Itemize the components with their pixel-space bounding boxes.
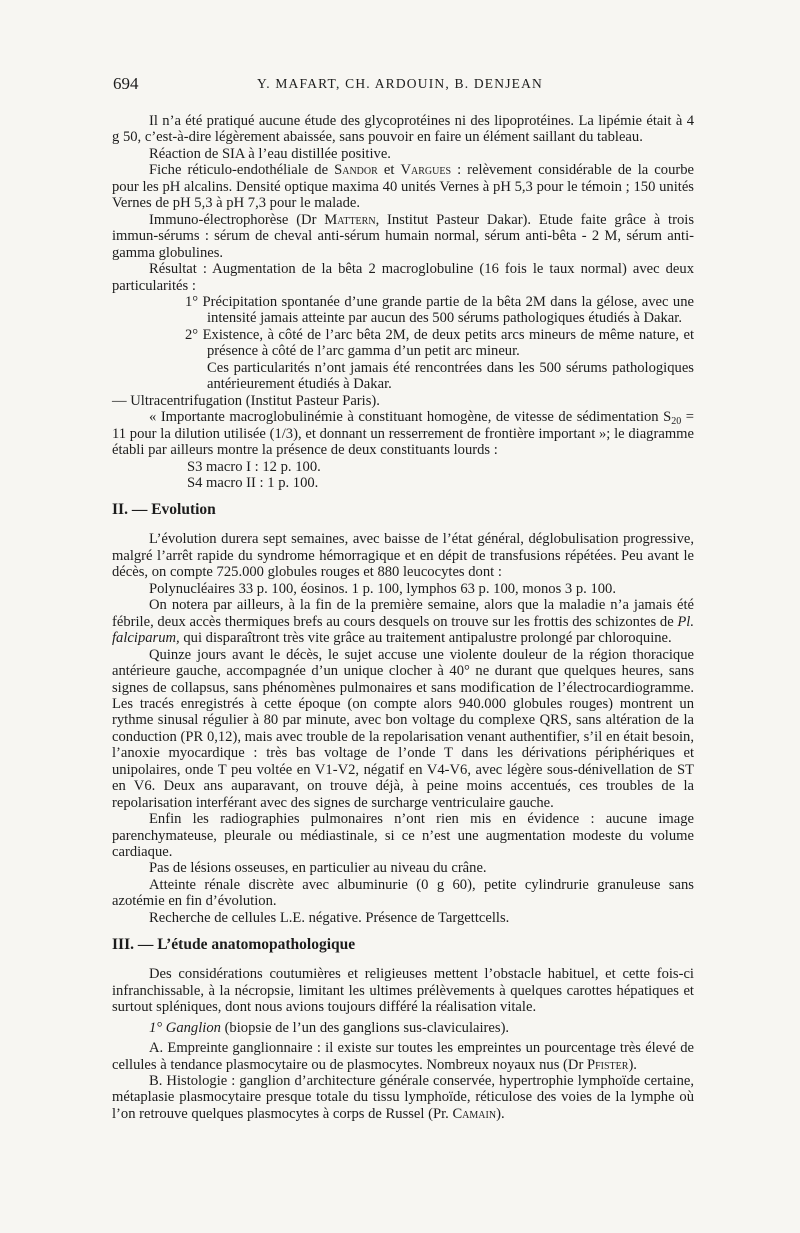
- running-head: Y. MAFART, CH. ARDOUIN, B. DENJEAN: [256, 76, 543, 91]
- section-heading: II. — Evolution: [112, 501, 216, 519]
- paragraph: B. Histologie : ganglion d’architecture générale conservée, hypertrophie lymphoïde certaine, métaplasie plasmocytaire presque totale du tissu lymphoïde, réticulose des voies de la lymphe où l’on retrouve quelques plasmocytes à corps de Russel (Pr. Camain).: [112, 1073, 694, 1122]
- author-name: Camain: [452, 1105, 497, 1122]
- species-name: Pl. falciparum,: [112, 613, 694, 647]
- list-item: 1° Précipitation spontanée d’une grande partie de la bêta 2M dans la gélose, avec une intensité jamais atteinte par aucun des 500 sérums pathologiques étudiés à Dakar.: [185, 293, 694, 327]
- paragraph: Polynucléaires 33 p. 100, éosinos. 1 p. 100, lymphos 63 p. 100, monos 3 p. 100.: [149, 580, 616, 597]
- paragraph: Atteinte rénale discrète avec albuminurie (0 g 60), petite cylindrurie granuleuse sans azotémie en fin d’évolution.: [112, 876, 694, 910]
- page-number: 694: [113, 74, 139, 93]
- paragraph: Réaction de SIA à l’eau distillée positive.: [149, 145, 391, 162]
- author-name: Vargues: [400, 162, 452, 179]
- paragraph: On notera par ailleurs, à la fin de la première semaine, alors que la maladie n’a jamais été fébrile, deux accès thermiques brefs au cours desquels on trouve sur les frottis des schizontes de Pl. falciparum, qui disparaîtront très vite grâce au traitement antipalustre prolongé par chloroquine.: [112, 597, 694, 647]
- paragraph: Il n’a été pratiqué aucune étude des glycoprotéines ni des lipoprotéines. La lipémie était à 4 g 50, c’est-à-dire légèrement abaissée, sans pouvoir en faire un élément saillant du tableau.: [112, 113, 694, 146]
- macro-line: S4 macro II : 1 p. 100.: [187, 474, 319, 491]
- macro-line: S3 macro I : 12 p. 100.: [187, 458, 321, 475]
- author-name: Mattern: [324, 211, 376, 228]
- section-heading: III. — L’étude anatomopathologique: [112, 936, 356, 954]
- paragraph: Pas de lésions osseuses, en particulier au niveau du crâne.: [149, 860, 487, 877]
- paragraph: Résultat : Augmentation de la bêta 2 macroglobuline (16 fois le taux normal) avec deux particularités :: [112, 261, 694, 294]
- paragraph: Immuno-électrophorèse (Dr Mattern, Institut Pasteur Dakar). Etude faite grâce à trois immun-sérums : sérum de cheval anti-sérum humain normal, sérum anti-bêta - 2 M, sérum anti-gamma globulines.: [112, 211, 694, 261]
- paragraph: Fiche réticulo-endothéliale de Sandor et Vargues : relèvement considérable de la courbe pour les pH alcalins. Densité optique maxima 40 unités Vernes à pH 5,3 pour le témoin ; 150 unités Vernes de pH 5,3 à pH 7,3 pour le malade.: [112, 162, 694, 212]
- paragraph: A. Empreinte ganglionnaire : il existe sur toutes les empreintes un pourcentage très élevé de cellules à tendance plasmocytaire ou de plasmocytes. Nombreux noyaux nus (Dr Pfister).: [112, 1040, 694, 1073]
- list-item-continuation: Ces particularités n’ont jamais été rencontrées dans les 500 sérums pathologiques antérieurement étudiés à Dakar.: [207, 359, 694, 393]
- paragraph: Recherche de cellules L.E. négative. Présence de Targettcells.: [149, 909, 510, 926]
- list-item: 2° Existence, à côté de l’arc bêta 2M, de deux petits arcs mineurs de même nature, et présence à côté de l’arc gamma d’un petit arc mineur.: [185, 326, 694, 360]
- paragraph: 1° Ganglion (biopsie de l’un des ganglions sus-claviculaires).: [149, 1019, 510, 1036]
- paragraph: Enfin les radiographies pulmonaires n’ont rien mis en évidence : aucune image parenchymateuse, pleurale ou médiastinale, si ce n’est une augmentation modeste du volume cardiaque.: [112, 811, 694, 861]
- paragraph: « Importante macroglobulinémie à constituant homogène, de vitesse de sédimentation $S_{20} = 11$ pour la dilution utilisée (1/3), et donnant un resserrement de frontière important »; le diagramme établi par ailleurs montre la présence de deux constituants lourds :: [112, 409, 694, 459]
- body-text: [112, 113, 694, 1122]
- author-name: Pfister: [586, 1056, 629, 1073]
- author-name: Sandor: [334, 162, 378, 179]
- subscript: 20: [671, 416, 682, 428]
- paragraph: — Ultracentrifugation (Institut Pasteur Paris).: [112, 392, 380, 409]
- paragraph: Quinze jours avant le décès, le sujet accuse une violente douleur de la région thoracique antérieure gauche, accompagnée d’un unique clocher à 40° ne durant que quelques heures, sans signes de collapsus, sans phénomènes pulmonaires et sans modification de l’électrocardiogramme. Les tracés enregistrés à cette époque (on compte alors 940.000 globules rouges) montrent un rythme sinusal régulier à 80 par minute, avec bon voltage du complexe QRS, sans altération de la conduction (PR 0,12), mais avec trouble de la repolarisation venant authentifier, s’il en était besoin, l’anoxie myocardique : très bas voltage de l’onde T dans les dérivations périphériques et unipolaires, onde T peu voltée en V1-V2, négatif en V4-V6, avec légère sous-dénivellation de ST en V6. Deux ans auparavant, on trouve déjà, à peine moins accentués, ces troubles de la repolarisation interférant avec des signes de surcharge ventriculaire gauche.: [112, 646, 694, 811]
- subsection-label: 1° Ganglion: [149, 1019, 221, 1036]
- paragraph: Des considérations coutumières et religieuses mettent l’obstacle habituel, et cette fois-ci infranchissable, à la nécropsie, limitant les ultimes prélèvements à quelques carottes hépatiques et surtout spléniques, dont nous avions toujours différé la réalisation vitale.: [112, 966, 694, 1016]
- page-header: [0, 74, 800, 98]
- paragraph: L’évolution durera sept semaines, avec baisse de l’état général, déglobulisation progressive, malgré l’arrêt rapide du syndrome hémorragique et en dépit de transfusions répétées. Peu avant le décès, on compte 725.000 globules rouges et 880 leucocytes dont :: [112, 531, 694, 581]
